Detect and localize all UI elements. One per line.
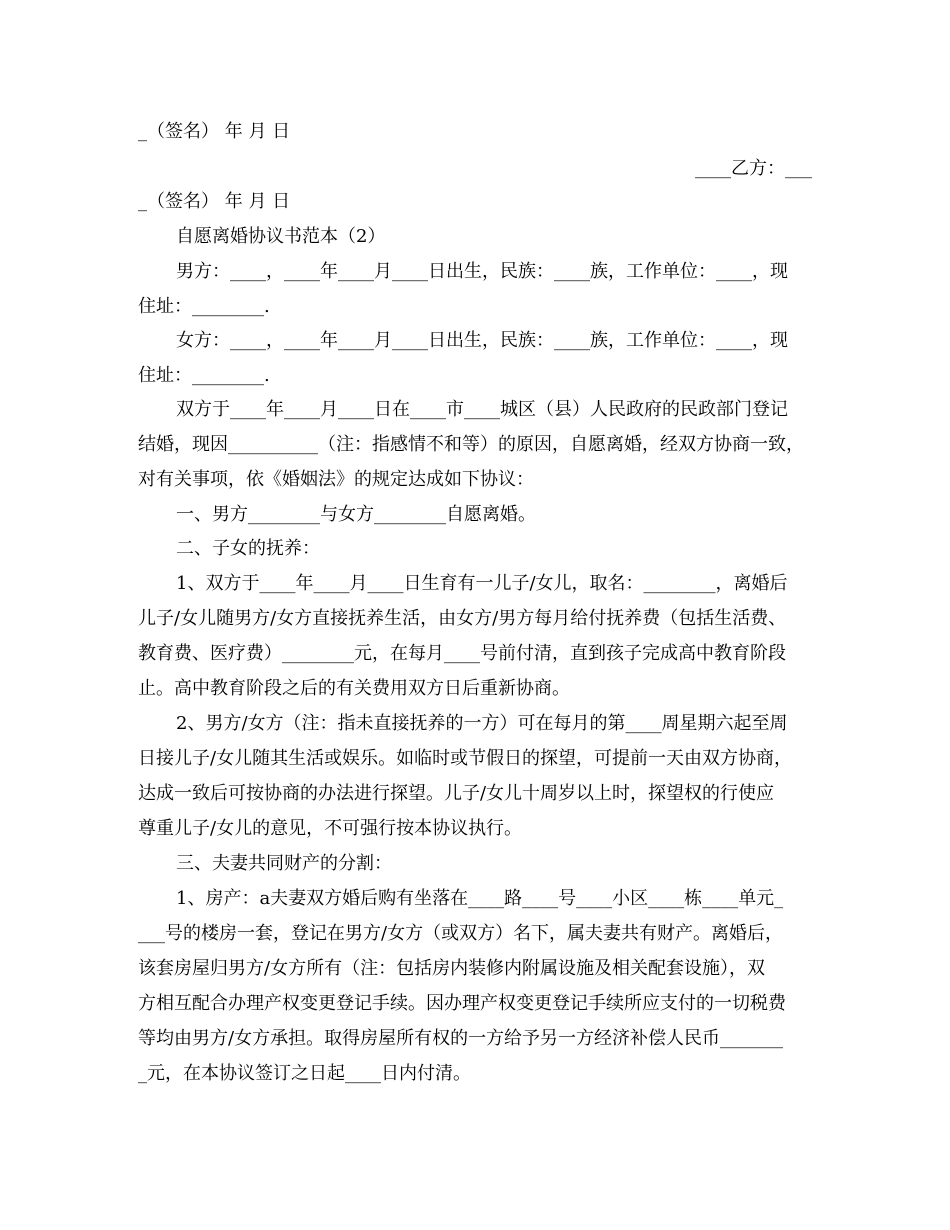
paragraph-line: 1、房产：a夫妻双方婚后购有坐落在____路____号____小区____栋____单元_ (176, 888, 784, 909)
paragraph-line: _元，在本协议签订之日起____日内付清。 (138, 1063, 471, 1084)
paragraph-line: 男方：____，____年____月____日出生，民族：____族，工作单位：____，现 (176, 261, 788, 282)
paragraph-line: 达成一致后可按协商的办法进行探望。儿子/女儿十周岁以上时，探望权的行使应 (138, 783, 775, 804)
paragraph-line: 等均由男方/女方承担。取得房屋所有权的一方给予另一方经济补偿人民币_______ (138, 1028, 784, 1049)
paragraph-line: 2、男方/女方（注：指未直接抚养的一方）可在每月的第____周星期六起至周 (176, 713, 788, 734)
paragraph-line: 教育费、医疗费）________元，在每月____号前付清，直到孩子完成高中教育阶段 (138, 643, 786, 664)
section-heading: 二、子女的抚养： (176, 538, 320, 559)
section-heading: 三、夫妻共同财产的分割： (176, 853, 392, 874)
paragraph-line: 1、双方于____年____月____日生育有一儿子/女儿，取名：________，离婚后 (176, 573, 788, 594)
paragraph-line: 该套房屋归男方/女方所有（注：包括房内装修内附属设施及相关配套设施），双 (138, 958, 766, 979)
signature-date-line-1: _（签名） 年 月 日 (138, 121, 291, 142)
paragraph-line: 结婚，现因__________（注：指感情不和等）的原因，自愿离婚，经双方协商一致， (138, 434, 804, 455)
paragraph-line: 止。高中教育阶段之后的有关费用双方日后重新协商。 (138, 678, 570, 699)
paragraph-line: 方相互配合办理产权变更登记手续。因办理产权变更登记手续所应支付的一切税费 (138, 993, 786, 1014)
paragraph-line: 女方：____，____年____月____日出生，民族：____族，工作单位：____，现 (176, 330, 788, 351)
paragraph-line: 儿子/女儿随男方/女方直接抚养生活，由女方/男方每月给付抚养费（包括生活费、 (138, 608, 787, 629)
document-title: 自愿离婚协议书范本（2） (176, 226, 386, 247)
signature-date-line-2: _（签名） 年 月 日 (138, 191, 291, 212)
paragraph-line: 尊重儿子/女儿的意见，不可强行按本协议执行。 (138, 818, 523, 839)
paragraph-line: ___号的楼房一套，登记在男方/女方（或双方）名下，属夫妻共有财产。离婚后， (138, 923, 784, 944)
section-heading: 一、男方________与女方________自愿离婚。 (176, 504, 536, 525)
paragraph-line: 对有关事项，依《婚姻法》的规定达成如下协议： (138, 469, 534, 490)
paragraph-line: 住址：________. (138, 365, 270, 386)
paragraph-line: 日接儿子/女儿随其生活或娱乐。如临时或节假日的探望，可提前一天由双方协商， (138, 748, 793, 769)
party-b-line: ____乙方：___ (695, 158, 812, 179)
paragraph-line: 双方于____年____月____日在____市____城区（县）人民政府的民政部门登记 (176, 399, 788, 420)
paragraph-line: 住址：________. (138, 296, 270, 317)
